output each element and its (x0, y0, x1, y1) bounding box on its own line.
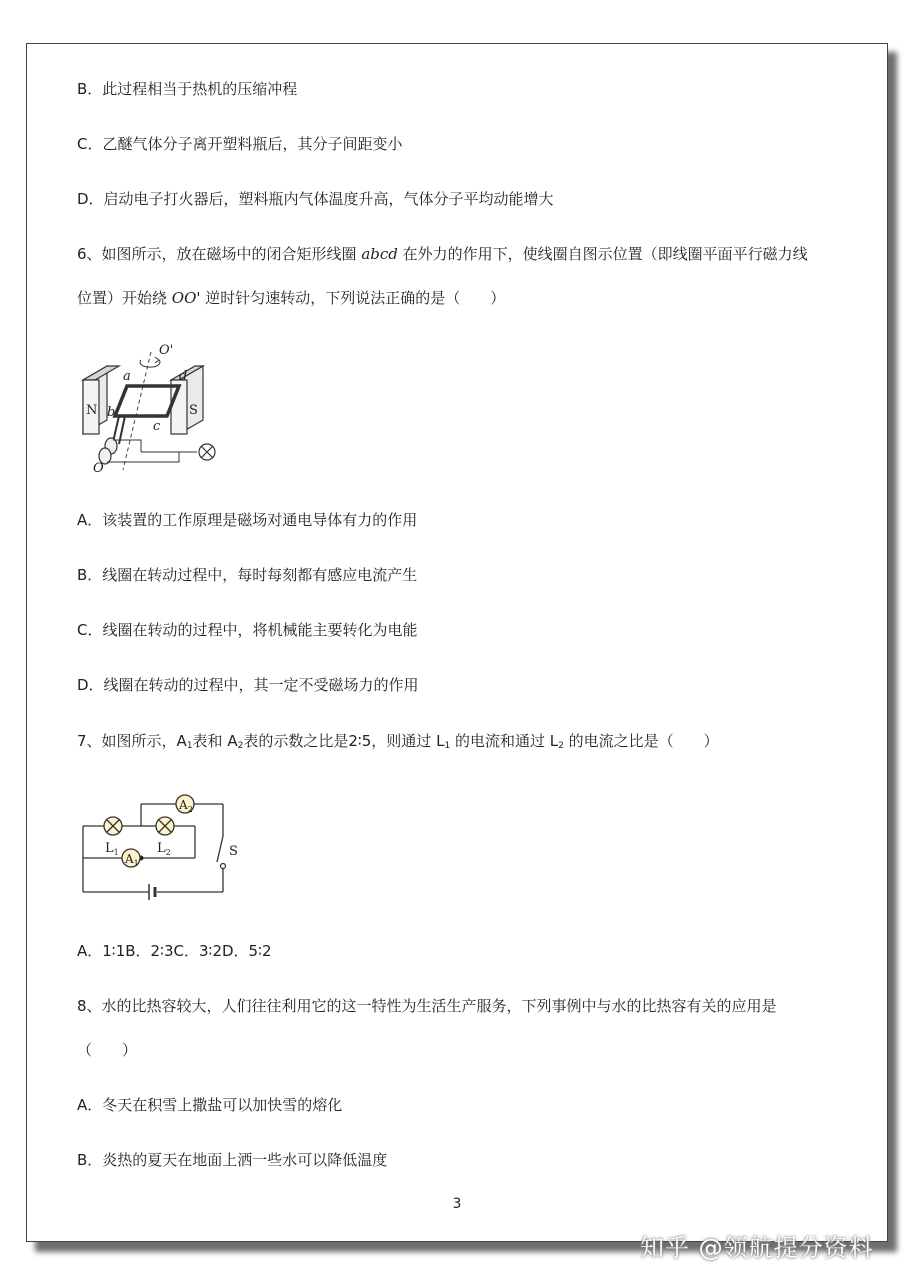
label-d: d (179, 369, 188, 384)
document-page (26, 43, 888, 1242)
svg-text:L2: $L_2$ (157, 841, 171, 857)
q6-option-d: D．线圈在转动的过程中，其一定不受磁场力的作用 (77, 676, 419, 694)
q5-option-b: B．此过程相当于热机的压缩冲程 (77, 80, 298, 98)
q6-option-b: B．线圈在转动过程中，每时每刻都有感应电流产生 (77, 566, 418, 584)
q7-stem: 7、如图所示，$A_1$表和 $A_2$表的示数之比是2∶5，则通过 $L_1$ 的电流和通过 $L_2$ 的电流之比是（ ） (77, 732, 719, 751)
svg-text:A2: $A_2$ (179, 798, 193, 814)
svg-text:L1: $L_1$ (105, 841, 119, 857)
q6-stem-line1: 6、如图所示，放在磁场中的闭合矩形线圈 abcd 在外力的作用下，使线圈自图示位置（即线圈平面平行磁力线 (77, 245, 808, 263)
label-c: c (153, 419, 161, 434)
q8-paren: （ ） (77, 1041, 138, 1059)
q6-option-a: A．该装置的工作原理是磁场对通电导体有力的作用 (77, 511, 418, 529)
label-l2: L (157, 841, 166, 856)
page-number: 3 (452, 1196, 462, 1212)
label-s: S (189, 403, 198, 418)
label-switch-s: S (229, 844, 238, 859)
label-b: b (107, 405, 116, 420)
generator-coil-figure (79, 342, 219, 474)
label-o-prime: O' (159, 343, 174, 358)
label-l1: L (105, 841, 114, 856)
label-a: a (123, 369, 131, 384)
q8-stem: 8、水的比热容较大，人们往往利用它的这一特性为生活生产服务，下列事例中与水的比热容有关的应用是 (77, 997, 777, 1015)
q5-option-d: D．启动电子打火器后，塑料瓶内气体温度升高，气体分子平均动能增大 (77, 190, 554, 208)
q8-option-b: B．炎热的夏天在地面上洒一些水可以降低温度 (77, 1151, 388, 1169)
rectangular-coil (115, 386, 179, 416)
watermark: 知乎 @领航提分资料 (640, 1234, 874, 1262)
label-o: O (93, 461, 104, 474)
label-a1: A (125, 852, 134, 866)
label-a2: A (179, 798, 188, 812)
label-n: N (86, 403, 98, 418)
lamp-l1-icon (104, 817, 122, 835)
q7-options: A．1∶1B．2∶3C．3∶2D．5∶2 (77, 942, 272, 960)
q5-option-c: C．乙醚气体分子离开塑料瓶后，其分子间距变小 (77, 135, 403, 153)
q6-option-c: C．线圈在转动的过程中，将机械能主要转化为电能 (77, 621, 418, 639)
circuit-figure (77, 786, 257, 910)
lamp-l2-icon (156, 817, 174, 835)
svg-text:A1: $A_1$ (125, 852, 139, 868)
q8-option-a: A．冬天在积雪上撒盐可以加快雪的熔化 (77, 1096, 343, 1114)
q6-stem-line2: 位置）开始绕 OO' 逆时针匀速转动，下列说法正确的是（ ） (77, 289, 506, 307)
